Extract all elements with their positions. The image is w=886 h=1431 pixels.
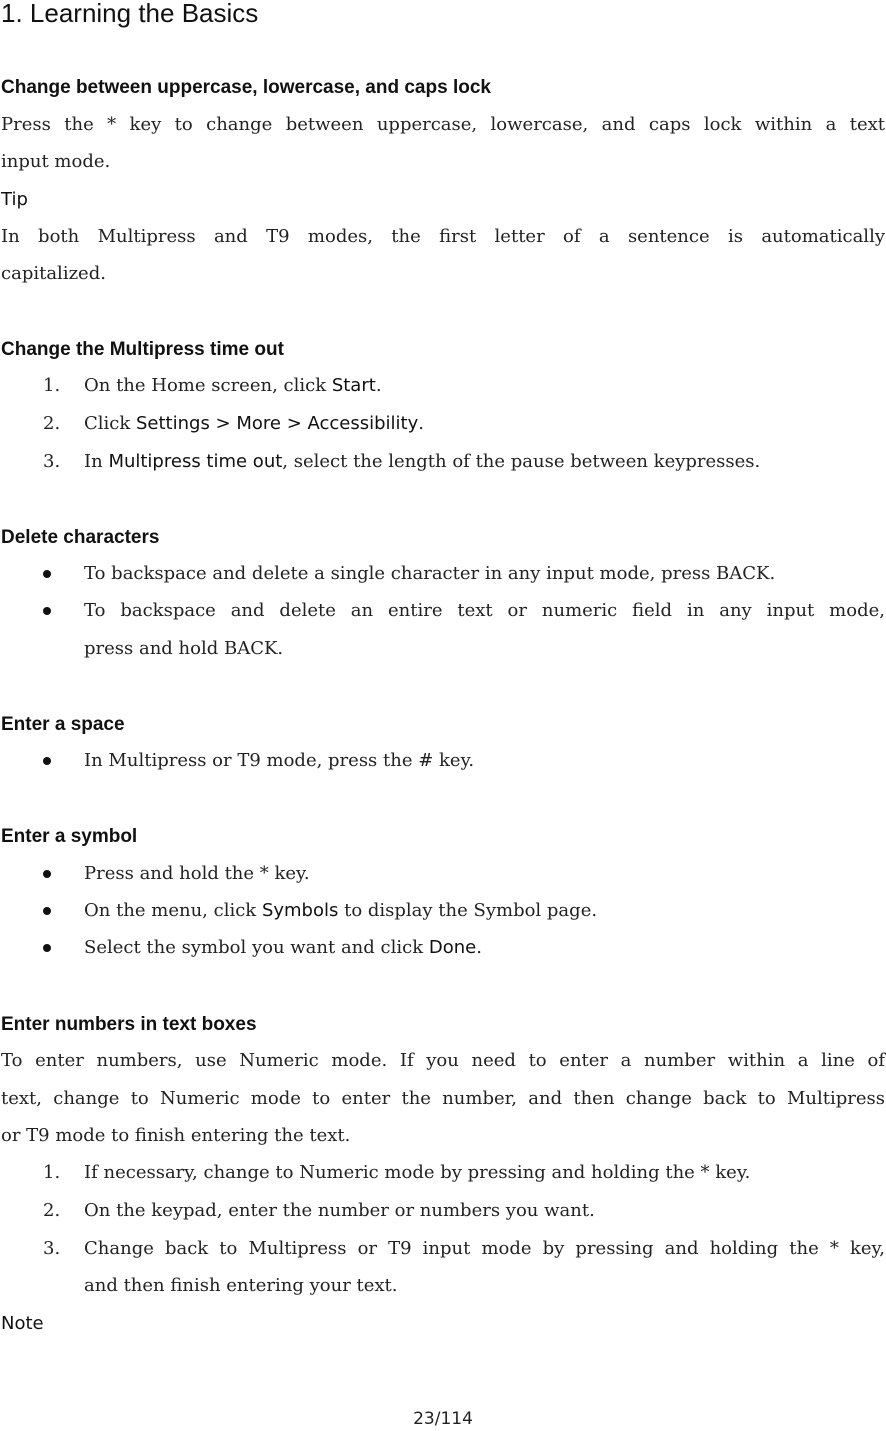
paragraph-line: To enter numbers, use Numeric mode. If you need to enter a number within a line of bbox=[1, 1050, 885, 1071]
bullet-text: On the menu, click Symbols to display the Symbol page. bbox=[84, 900, 598, 921]
bullet-text-line: press and hold BACK. bbox=[84, 638, 284, 659]
page-title: 1. Learning the Basics bbox=[1, 0, 259, 28]
step-text: Click Settings > More > Accessibility. bbox=[84, 413, 424, 434]
step-text-line: and then finish entering your text. bbox=[84, 1275, 398, 1296]
heading-delete-characters: Delete characters bbox=[1, 527, 160, 548]
ui-label-settings-path: Settings > More > Accessibility bbox=[136, 413, 419, 434]
step-number: 2. bbox=[43, 413, 61, 434]
heading-multipress-timeout: Change the Multipress time out bbox=[1, 339, 284, 360]
paragraph-line: Press the * key to change between uppercase, lowercase, and caps lock within a text bbox=[1, 114, 885, 135]
note-label: Note bbox=[1, 1313, 44, 1334]
heading-enter-symbol: Enter a symbol bbox=[1, 826, 138, 847]
step-number: 3. bbox=[43, 451, 61, 472]
paragraph-line: text, change to Numeric mode to enter the number, and then change back to Multipress bbox=[1, 1088, 885, 1109]
bullet-text-line: To backspace and delete an entire text or numeric field in any input mode, bbox=[84, 600, 885, 621]
ui-label-done: Done bbox=[428, 937, 477, 958]
step-number: 3. bbox=[43, 1238, 61, 1259]
step-text: If necessary, change to Numeric mode by pressing and holding the * key. bbox=[84, 1162, 751, 1183]
step-text: On the keypad, enter the number or numbers you want. bbox=[84, 1200, 595, 1221]
step-number: 1. bbox=[43, 375, 61, 396]
tip-text-line: In both Multipress and T9 modes, the first letter of a sentence is automatically bbox=[1, 226, 885, 247]
ui-label-multipress-timeout: Multipress time out bbox=[108, 451, 283, 472]
heading-enter-space: Enter a space bbox=[1, 714, 125, 735]
tip-text-line: capitalized. bbox=[1, 263, 106, 284]
bullet-dot bbox=[43, 944, 51, 952]
ui-label-start: Start bbox=[331, 375, 376, 396]
bullet-dot bbox=[43, 870, 51, 878]
page-number: 23/114 bbox=[413, 1409, 473, 1429]
heading-change-case: Change between uppercase, lowercase, and caps lock bbox=[1, 77, 491, 98]
step-text-line: Change back to Multipress or T9 input mode by pressing and holding the * key, bbox=[84, 1238, 885, 1259]
bullet-text: Press and hold the * key. bbox=[84, 863, 310, 884]
step-text: On the Home screen, click Start. bbox=[84, 375, 382, 396]
paragraph-line: input mode. bbox=[1, 151, 111, 172]
bullet-dot bbox=[43, 907, 51, 915]
bullet-text: Select the symbol you want and click Done. bbox=[84, 937, 482, 958]
heading-enter-numbers: Enter numbers in text boxes bbox=[1, 1014, 257, 1035]
paragraph-line: or T9 mode to finish entering the text. bbox=[1, 1125, 351, 1146]
ui-label-symbols: Symbols bbox=[261, 900, 339, 921]
step-number: 2. bbox=[43, 1200, 61, 1221]
bullet-dot bbox=[43, 607, 51, 615]
bullet-text: To backspace and delete a single character in any input mode, press BACK. bbox=[84, 563, 776, 584]
bullet-dot bbox=[43, 570, 51, 578]
step-text: In Multipress time out, select the length of the pause between keypresses. bbox=[84, 451, 761, 472]
tip-label: Tip bbox=[1, 189, 28, 210]
step-number: 1. bbox=[43, 1162, 61, 1183]
bullet-text: In Multipress or T9 mode, press the # key. bbox=[84, 750, 475, 771]
bullet-dot bbox=[43, 757, 51, 765]
